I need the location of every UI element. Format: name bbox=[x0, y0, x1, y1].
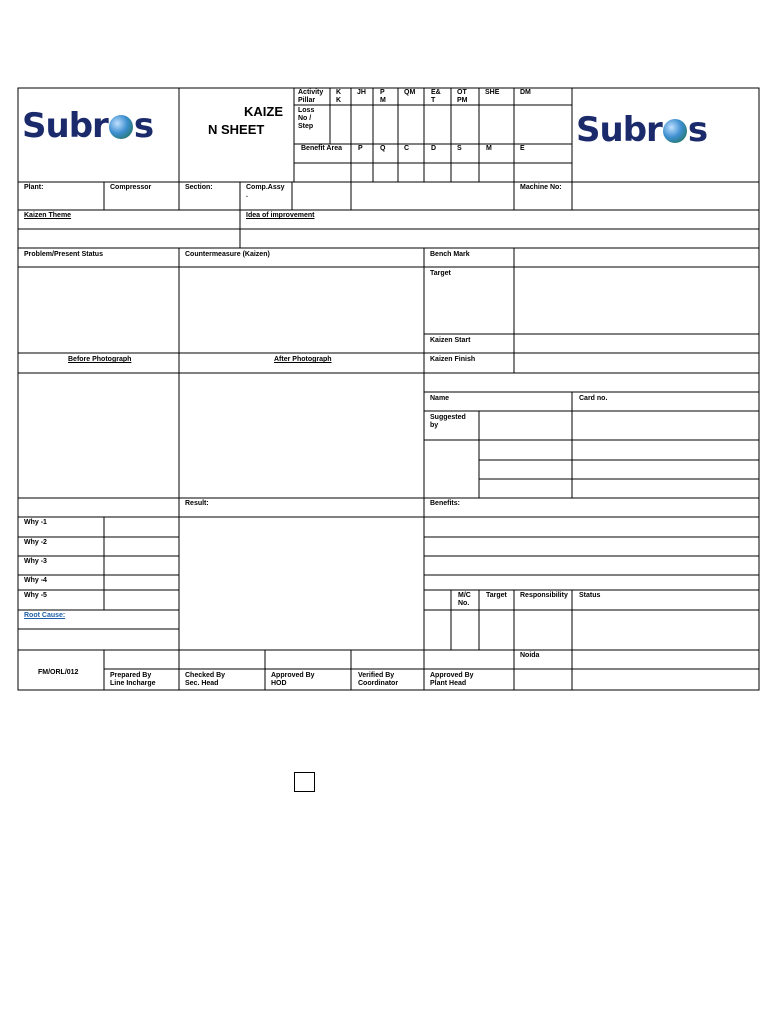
prepared-by-label: Prepared By Line Incharge bbox=[110, 672, 156, 687]
benefits-label: Benefits: bbox=[430, 500, 460, 507]
pillar-dm: DM bbox=[520, 89, 531, 96]
mc-no-label: M/C No. bbox=[458, 592, 471, 607]
why-2-label: Why -2 bbox=[24, 539, 47, 546]
action-target-label: Target bbox=[486, 592, 507, 599]
plant-label: Plant: bbox=[24, 184, 44, 191]
pillar-et: E& T bbox=[431, 89, 441, 104]
benefit-s: S bbox=[457, 145, 462, 152]
benefit-p: P bbox=[358, 145, 363, 152]
noida-label: Noida bbox=[520, 652, 540, 659]
loss-label: Loss No / Step bbox=[298, 107, 315, 130]
benefit-c: C bbox=[404, 145, 410, 152]
checkbox[interactable] bbox=[294, 772, 315, 792]
responsibility-label: Responsibility bbox=[520, 592, 568, 599]
benefit-e: E bbox=[520, 145, 525, 152]
target-label: Target bbox=[430, 270, 451, 277]
pillar-kk: K K bbox=[336, 89, 342, 104]
kaizen-start-label: Kaizen Start bbox=[430, 337, 471, 344]
verified-by-label: Verified By Coordinator bbox=[358, 672, 399, 687]
idea-label: Idea of improvement bbox=[246, 212, 315, 219]
why-3-label: Why -3 bbox=[24, 558, 47, 565]
comp-assy-label: Comp.Assy . bbox=[246, 184, 285, 199]
benefit-m: M bbox=[486, 145, 492, 152]
title-line1: KAIZE bbox=[244, 104, 283, 119]
kaizen-finish-label: Kaizen Finish bbox=[430, 356, 476, 363]
benefit-area-label: Benefit Area bbox=[301, 145, 342, 152]
plant-value: Compressor bbox=[110, 184, 152, 191]
activity-pillar-label: Activity Pillar bbox=[298, 89, 324, 104]
subros-logo-right: Subr s bbox=[576, 110, 708, 150]
benefit-q: Q bbox=[380, 145, 386, 152]
approved-plant-label: Approved By Plant Head bbox=[430, 672, 474, 687]
suggested-by-label: Suggested by bbox=[430, 414, 466, 429]
kaizen-theme-label: Kaizen Theme bbox=[24, 212, 72, 219]
benefit-d: D bbox=[431, 145, 437, 152]
checked-by-label: Checked By Sec. Head bbox=[185, 672, 226, 687]
why-4-label: Why -4 bbox=[24, 577, 47, 584]
card-no-label: Card no. bbox=[579, 395, 608, 402]
bench-mark-label: Bench Mark bbox=[430, 251, 470, 258]
subros-logo-left: Subr s bbox=[22, 106, 154, 146]
status-label: Status bbox=[579, 592, 601, 599]
result-label: Result: bbox=[185, 500, 209, 507]
title-line2: N SHEET bbox=[208, 122, 265, 137]
pillar-jh: JH bbox=[357, 89, 366, 96]
pillar-pm: P M bbox=[380, 89, 386, 104]
approved-hod-label: Approved By HOD bbox=[271, 672, 315, 687]
countermeasure-label: Countermeasure (Kaizen) bbox=[185, 251, 270, 258]
problem-label: Problem/Present Status bbox=[24, 251, 103, 258]
pillar-otpm: OT PM bbox=[457, 89, 468, 104]
root-cause-link[interactable]: Root Cause: bbox=[24, 612, 66, 619]
before-photo-label: Before Photograph bbox=[68, 356, 132, 363]
machine-no-label: Machine No: bbox=[520, 184, 562, 191]
form-number: FM/ORL/012 bbox=[38, 669, 79, 676]
pillar-qm: QM bbox=[404, 89, 416, 96]
why-1-label: Why -1 bbox=[24, 519, 47, 526]
pillar-she: SHE bbox=[485, 89, 500, 96]
globe-icon bbox=[663, 119, 687, 143]
why-5-label: Why -5 bbox=[24, 592, 47, 599]
section-label: Section: bbox=[185, 184, 213, 191]
name-label: Name bbox=[430, 395, 450, 402]
after-photo-label: After Photograph bbox=[274, 356, 332, 363]
globe-icon bbox=[109, 115, 133, 139]
